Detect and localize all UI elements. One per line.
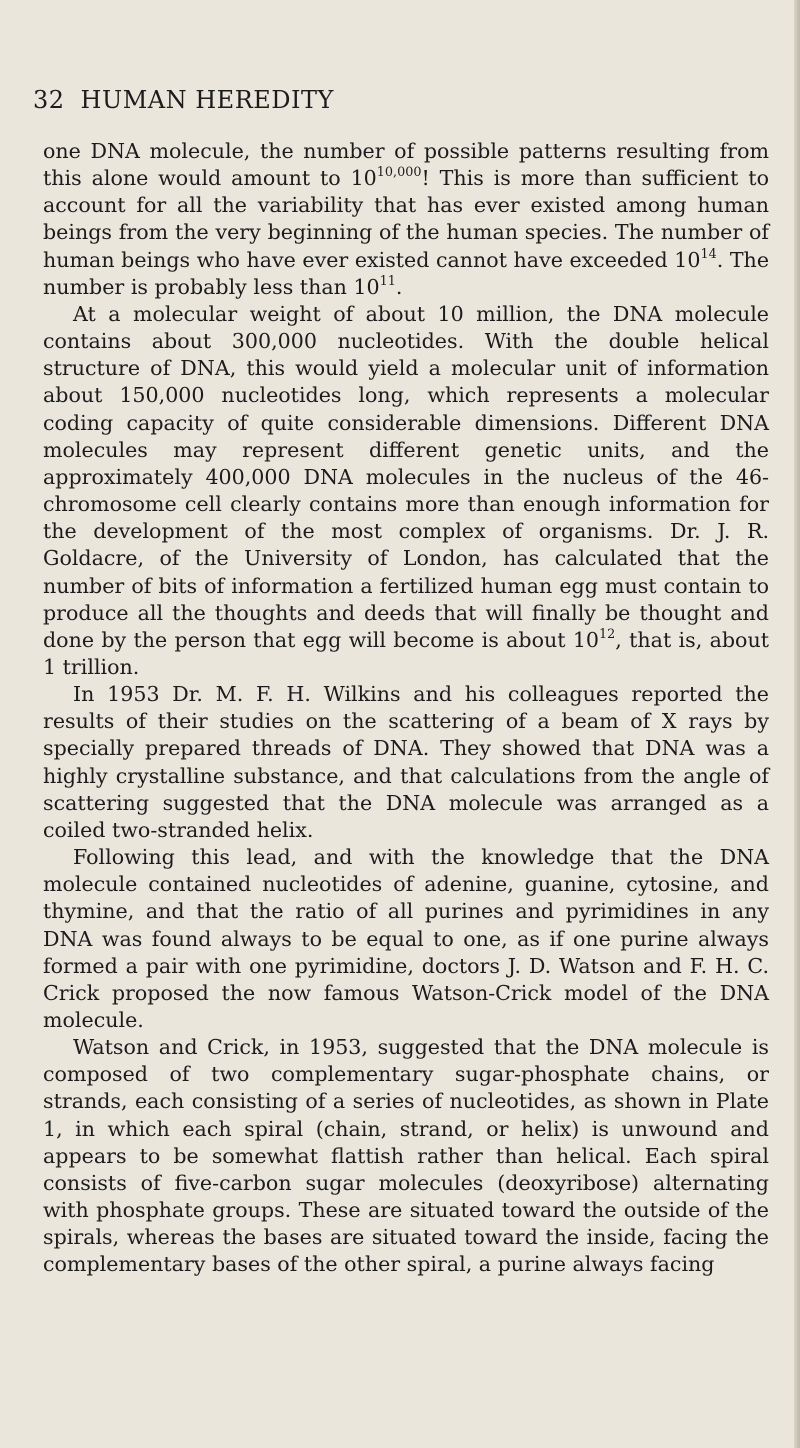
paragraph-1: one DNA molecule, the number of possible patterns resulting from this alone would amount to 10$^{10,000}$! This is more than sufficient to account for all the variability that has ever existed among human beings from the very beginning of the human species. The number of human beings who have ever existed cannot have exceeded $10^{14}$. The number is probably less than $10^{11}$.: [43, 139, 770, 299]
exponent: 12: [599, 626, 616, 642]
exponent: 14: [700, 246, 717, 262]
paragraph-2: At a molecular weight of about 10 million, the DNA molecule contains about 300,000 nucleotides. With the double helical structure of DNA, this would yield a molecular unit of information about 150,000 nucleotides long, which represents a molecular coding capacity of quite considerable dimensions. Different DNA molecules may represent different genetic units, and the approximately 400,000 DNA molecules in the nucleus of the 46-chromosome cell clearly contains more than enough information for the development of the most complex of organisms. Dr. J. R. Goldacre, of the University of London, has calculated that the number of bits of information a fertilized human egg must contain to produce all the thoughts and deeds that will finally be thought and done by the person that egg will become is about $10^{12}$, that is, about 1 trillion.: [43, 301, 769, 679]
paragraph-4: Following this lead, and with the knowledge that the DNA molecule contained nucleotides of adenine, guanine, cytosine, and thymine, and that the ratio of all purines and pyrimidines in any DNA was found always to be equal to one, as if one purine always formed a pair with one pyrimidine, doctors J. D. Watson and F. H. C. Crick proposed the now famous Watson-Crick model of the DNA molecule.: [43, 845, 769, 1032]
paragraph-5: Watson and Crick, in 1953, suggested that the DNA molecule is composed of two complementary sugar-phosphate chains, or strands, each consisting of a series of nucleotides, as shown in Plate 1, in which each spiral (chain, strand, or helix) is unwound and appears to be somewhat flattish rather than helical. Each spiral consists of five-carbon sugar molecules (deoxyribose) alternating with phosphate groups. These are situated toward the outside of the spirals, whereas the bases are situated toward the inside, facing the complementary bases of the other spiral, a purine always facing: [43, 1035, 769, 1277]
page-number: 32: [33, 86, 65, 114]
exponent: 10,000: [376, 165, 422, 181]
page-edge: [794, 0, 800, 1448]
running-title: HUMAN HEREDITY: [80, 86, 334, 114]
body-text: [43, 138, 769, 1279]
paragraph-3: In 1953 Dr. M. F. H. Wilkins and his colleagues reported the results of their studies on the scattering of a beam of X rays by specially prepared threads of DNA. They showed that DNA was a highly crystalline substance, and that calculations from the angle of scattering suggested that the DNA molecule was arranged as a coiled two-stranded helix.: [43, 682, 769, 842]
running-header: [33, 86, 334, 114]
exponent: 11: [379, 273, 396, 289]
